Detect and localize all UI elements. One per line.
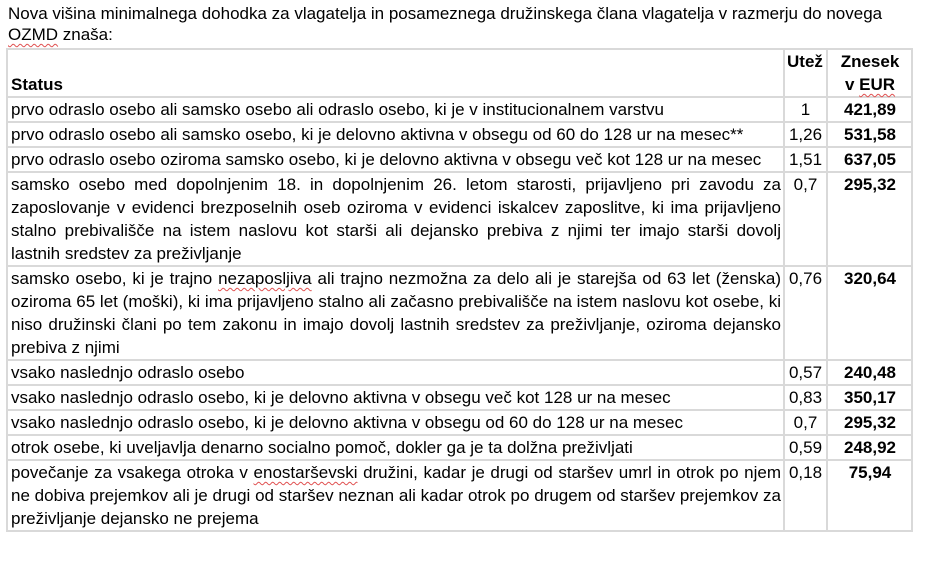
table-row xyxy=(7,385,912,410)
row-utez: 0,7 xyxy=(784,410,827,435)
row-status: prvo odraslo osebo ali samsko osebo ali odraslo osebo, ki je v institucionalnem varstvu xyxy=(7,97,784,122)
row-znesek: 320,64 xyxy=(827,266,912,360)
header-znesek-line2-currency: EUR xyxy=(859,75,896,94)
table-row xyxy=(7,172,912,266)
header-znesek-line1: Znesek xyxy=(840,52,900,71)
row-status xyxy=(7,266,784,360)
row-znesek: 421,89 xyxy=(827,97,912,122)
row-znesek: 248,92 xyxy=(827,435,912,460)
intro-flagged-word: OZMD xyxy=(8,25,59,44)
row-status-text: samsko osebo, ki je trajno xyxy=(11,269,219,288)
row-utez: 1 xyxy=(784,97,827,122)
row-utez: 0,7 xyxy=(784,172,827,266)
header-status xyxy=(7,49,784,97)
row-utez: 0,57 xyxy=(784,360,827,385)
header-znesek xyxy=(827,49,912,97)
row-status-flagged-word: enostarševski xyxy=(253,463,358,482)
row-utez: 0,59 xyxy=(784,435,827,460)
row-znesek: 295,32 xyxy=(827,172,912,266)
row-status xyxy=(7,460,784,531)
row-status: vsako naslednjo odraslo osebo, ki je delovno aktivna v obsegu od 60 do 128 ur na mesec xyxy=(7,410,784,435)
row-znesek: 295,32 xyxy=(827,410,912,435)
row-utez: 0,18 xyxy=(784,460,827,531)
intro-text-end: znaša: xyxy=(58,25,113,44)
row-status-flagged-word: nezaposljiva xyxy=(218,269,312,288)
row-znesek: 350,17 xyxy=(827,385,912,410)
row-znesek: 75,94 xyxy=(827,460,912,531)
row-status-text-end: ali trajno nezmožna za delo ali je starejša od 63 let (ženska) oziroma 65 let (moški), ki ima prijavljeno stalno ali začasno prebivališče na istem naslovu kot osebe, ki niso družinski člani po tem zakonu in imajo dovolj lastnih sredstev za preživljanje, oziroma dejansko prebiva z njimi xyxy=(11,269,781,357)
table-row xyxy=(7,97,912,122)
table-header-row xyxy=(7,49,912,97)
row-utez: 0,83 xyxy=(784,385,827,410)
table-row xyxy=(7,360,912,385)
table-row xyxy=(7,147,912,172)
row-status-text-end: družini, kadar je drugi od staršev umrl in otrok po njem ne dobiva prejemkov ali je drugi od staršev neznan ali kadar otrok po drugem od staršev prejemkov za preživljanje dejansko ne prejema xyxy=(11,463,781,528)
header-status-label: Status xyxy=(11,75,63,94)
intro-text: Nova višina minimalnega dohodka za vlagatelja in posameznega družinskega člana vlagatelja v razmerju do novega xyxy=(8,4,883,23)
row-znesek: 240,48 xyxy=(827,360,912,385)
minimum-income-table xyxy=(6,48,913,532)
row-status: vsako naslednjo odraslo osebo, ki je delovno aktivna v obsegu več kot 128 ur na mesec xyxy=(7,385,784,410)
row-utez: 1,26 xyxy=(784,122,827,147)
row-utez: 1,51 xyxy=(784,147,827,172)
intro-paragraph xyxy=(8,3,928,45)
table-row xyxy=(7,435,912,460)
header-znesek-line2-prefix: v xyxy=(844,75,860,94)
table-row xyxy=(7,122,912,147)
row-status: samsko osebo med dopolnjenim 18. in dopolnjenim 26. letom starosti, prijavljeno pri zavodu za zaposlovanje v evidenci brezposelnih oseb oziroma v evidenci iskalcev zaposlitve, ki ima prijavljeno stalno prebivališče na istem naslovu kot starši ali dejansko prebiva z njimi ter imajo starši dovolj lastnih sredstev za preživljanje xyxy=(7,172,784,266)
header-utez: Utež xyxy=(784,49,827,97)
row-status-text: povečanje za vsakega otroka v xyxy=(11,463,254,482)
row-status: otrok osebe, ki uveljavlja denarno socialno pomoč, dokler ga je ta dolžna preživljati xyxy=(7,435,784,460)
table-row xyxy=(7,266,912,360)
row-utez: 0,76 xyxy=(784,266,827,360)
row-status: prvo odraslo osebo oziroma samsko osebo, ki je delovno aktivna v obsegu več kot 128 ur na mesec xyxy=(7,147,784,172)
table-row xyxy=(7,460,912,531)
row-status: vsako naslednjo odraslo osebo xyxy=(7,360,784,385)
table-row xyxy=(7,410,912,435)
row-status: prvo odraslo osebo ali samsko osebo, ki je delovno aktivna v obsegu od 60 do 128 ur na mesec** xyxy=(7,122,784,147)
row-znesek: 637,05 xyxy=(827,147,912,172)
row-znesek: 531,58 xyxy=(827,122,912,147)
